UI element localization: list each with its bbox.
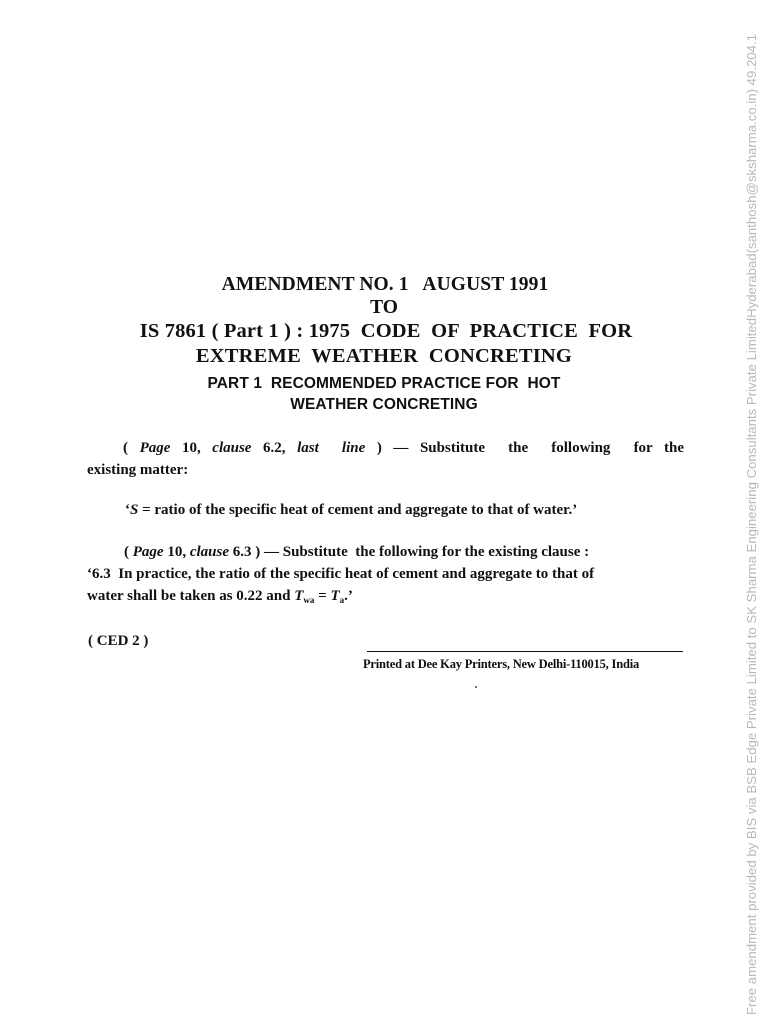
- page-number: 10,: [163, 544, 190, 560]
- last-line-label: last line: [297, 440, 366, 456]
- open-paren: (: [123, 440, 140, 456]
- open-paren: (: [124, 544, 133, 560]
- substitute-instruction: ) — Substitute the following for the existing clause :: [255, 544, 590, 560]
- standard-heading: IS 7861 ( Part 1 ) : 1975 CODE OF PRACTICE FOR: [139, 320, 633, 342]
- page-number: 10,: [170, 440, 213, 456]
- quote-open: ‘: [125, 502, 130, 518]
- symbol-s: S: [130, 502, 139, 518]
- standard-title-heading: EXTREME WEATHER CONCRETING: [195, 345, 573, 367]
- amendment-number-heading: AMENDMENT NO. 1 AUGUST 1991: [221, 274, 549, 295]
- speck: [475, 686, 477, 688]
- s-definition: = ratio of the specific heat of cement and aggregate to that of water.’: [138, 502, 578, 518]
- clause-text-line-1: ‘6.3 In practice, the ratio of the specific heat of cement and aggregate to that of: [87, 566, 595, 582]
- committee-reference: ( CED 2 ): [88, 633, 149, 649]
- symbol-t-wa: T: [294, 588, 304, 604]
- license-watermark: Free amendment provided by BIS via BSB Edge Private Limited to SK Sharma Engineering Consultants Private LimitedHyderabad(santhosh@sksharma.co.in) 49.204.1: [744, 34, 759, 1015]
- clause-label: clause: [212, 440, 252, 456]
- subscript-wa: wa: [303, 595, 315, 605]
- amendment-item-1-instruction: [87, 437, 684, 481]
- subscript-a: a: [339, 595, 345, 605]
- to-heading: TO: [370, 297, 398, 318]
- substitute-instruction-cont: existing matter:: [87, 462, 189, 478]
- part-title-line-1: PART 1 RECOMMENDED PRACTICE FOR HOT: [207, 375, 561, 392]
- printer-imprint: Printed at Dee Kay Printers, New Delhi-110015, India: [363, 657, 640, 671]
- clause-label: clause: [189, 544, 229, 560]
- substitute-instruction: ) — Substitute the following for the: [365, 440, 685, 456]
- clause-number: 6.3: [229, 544, 256, 560]
- clause-text-line-2: [87, 585, 684, 611]
- amendment-item-2: [87, 541, 684, 611]
- page-label: Page: [132, 544, 164, 560]
- symbol-t-a: T: [330, 588, 340, 604]
- part-title-line-2: WEATHER CONCRETING: [290, 396, 478, 413]
- quote-close: .’: [344, 588, 353, 604]
- clause-text-line-2-start: water shall be taken as 0.22 and: [87, 588, 295, 604]
- page-label: Page: [139, 440, 171, 456]
- amendment-item-1-text: [125, 499, 685, 521]
- clause-number: 6.2,: [251, 440, 298, 456]
- imprint-rule: [367, 651, 683, 652]
- equals-sign: =: [314, 588, 331, 604]
